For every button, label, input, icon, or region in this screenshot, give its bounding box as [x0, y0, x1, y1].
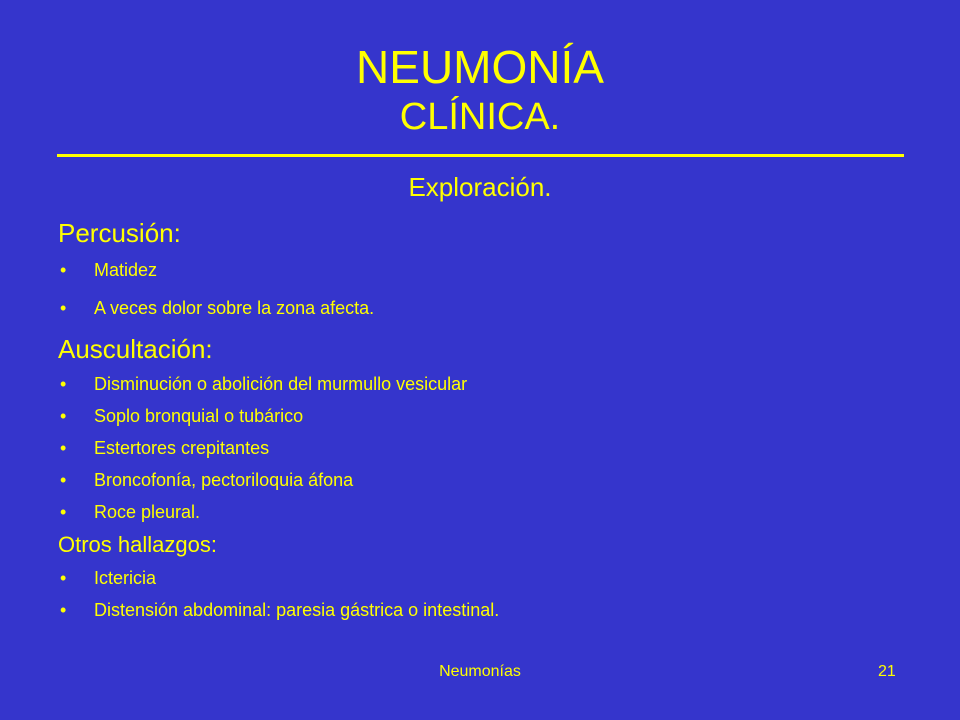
bullet-icon: •	[60, 470, 67, 490]
bullet-icon: •	[60, 298, 67, 318]
heading-percusion: Percusión:	[58, 218, 181, 248]
heading-auscultacion: Auscultación:	[58, 334, 213, 364]
bullet-text: Distensión abdominal: paresia gástrica o intestinal.	[94, 600, 500, 620]
page-number: 21	[878, 663, 896, 680]
bullet-icon: •	[60, 406, 67, 426]
section-title: Exploración.	[408, 172, 552, 202]
bullet-icon: •	[60, 260, 67, 280]
bullet-text: Estertores crepitantes	[94, 438, 270, 458]
slide-title: NEUMONÍA	[356, 41, 604, 93]
bullet-icon: •	[60, 502, 67, 522]
bullet-text: Ictericia	[94, 568, 157, 588]
bullet-text: Roce pleural.	[94, 502, 201, 522]
bullet-icon: •	[60, 568, 67, 588]
bullet-icon: •	[60, 600, 67, 620]
bullet-text: Broncofonía, pectoriloquia áfona	[94, 470, 354, 490]
bullet-text: A veces dolor sobre la zona afecta.	[94, 298, 375, 318]
bullet-icon: •	[60, 438, 67, 458]
bullet-icon: •	[60, 374, 67, 394]
bullet-text: Disminución o abolición del murmullo vesicular	[94, 374, 468, 394]
slide-subtitle: CLÍNICA.	[399, 96, 561, 138]
bullet-text: Soplo bronquial o tubárico	[94, 406, 304, 426]
bullet-text: Matidez	[94, 260, 158, 280]
footer-title: Neumonías	[439, 663, 521, 680]
title-divider	[57, 154, 904, 157]
heading-otros-hallazgos: Otros hallazgos:	[58, 532, 217, 557]
